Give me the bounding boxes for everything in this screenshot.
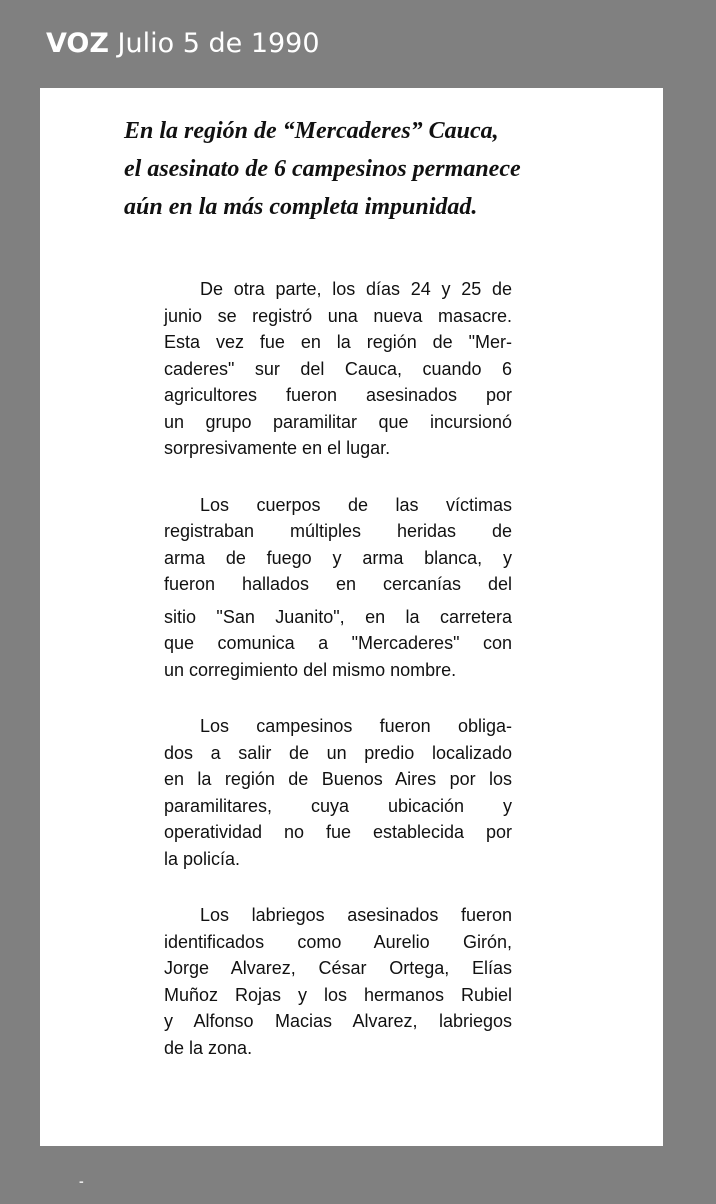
paragraph-line: la policía. [164,848,241,869]
paragraph-line: registraban múltiples heridas de [164,521,512,541]
paragraph-line: de la zona. [164,1037,253,1058]
paragraph-line: un corregimiento del mismo nombre. [164,659,457,680]
paragraph-line: fueron hallados en cercanías del [164,574,512,594]
paragraph-line: arma de fuego y arma blanca, y [164,547,512,568]
paragraph-line: agricultores fueron asesinados por [164,385,512,405]
paragraph-line: Muñoz Rojas y los hermanos Rubiel [164,984,512,1005]
paragraph-line: Jorge Alvarez, César Ortega, Elías [164,958,512,978]
headline-line: aún en la más completa impunidad. [124,194,478,220]
headline-line: el asesinato de 6 campesinos permanece [124,156,521,182]
paragraph-line: en la región de Buenos Aires por los [164,769,512,789]
publication-date: Julio 5 de 1990 [117,28,320,59]
headline-line: En la región de “Mercaderes” Cauca, [124,118,499,144]
paragraph-line: que comunica a "Mercaderes" con [164,633,512,653]
paragraph-line: operatividad no fue establecida por [164,822,512,842]
publication-name: VOZ [46,28,109,59]
paragraph-line: identificados como Aurelio Girón, [164,931,512,952]
article-paragraph [164,713,512,872]
archive-stamp-mark: ▮ [78,1180,85,1184]
paragraph-line: Los cuerpos de las víctimas [200,494,512,515]
paragraph-line: paramilitares, cuya ubicación y [164,795,512,816]
article-body [164,276,512,1091]
article-paragraph [164,902,512,1061]
article-paragraph [164,492,512,684]
paragraph-line: sorpresivamente en el lugar. [164,438,391,458]
paragraph-line: Esta vez fue en la región de "Mer- [164,332,512,352]
paragraph-line: un grupo paramilitar que incursionó [164,411,512,432]
paragraph-line: Los campesinos fueron obliga- [200,716,512,736]
paragraph-line: sitio "San Juanito", en la carretera [164,606,512,627]
paragraph-line: y Alfonso Macias Alvarez, labriegos [164,1011,512,1031]
article-headline [124,112,594,226]
paragraph-line: caderes" sur del Cauca, cuando 6 [164,358,512,379]
paragraph-line: dos a salir de un predio localizado [164,742,512,763]
article-paragraph [164,276,512,462]
paragraph-line: De otra parte, los días 24 y 25 de [200,279,512,299]
newspaper-clipping [40,88,663,1146]
page-header [46,26,320,62]
paragraph-line: junio se registró una nueva masacre. [164,305,512,326]
paragraph-line: Los labriegos asesinados fueron [200,905,512,925]
